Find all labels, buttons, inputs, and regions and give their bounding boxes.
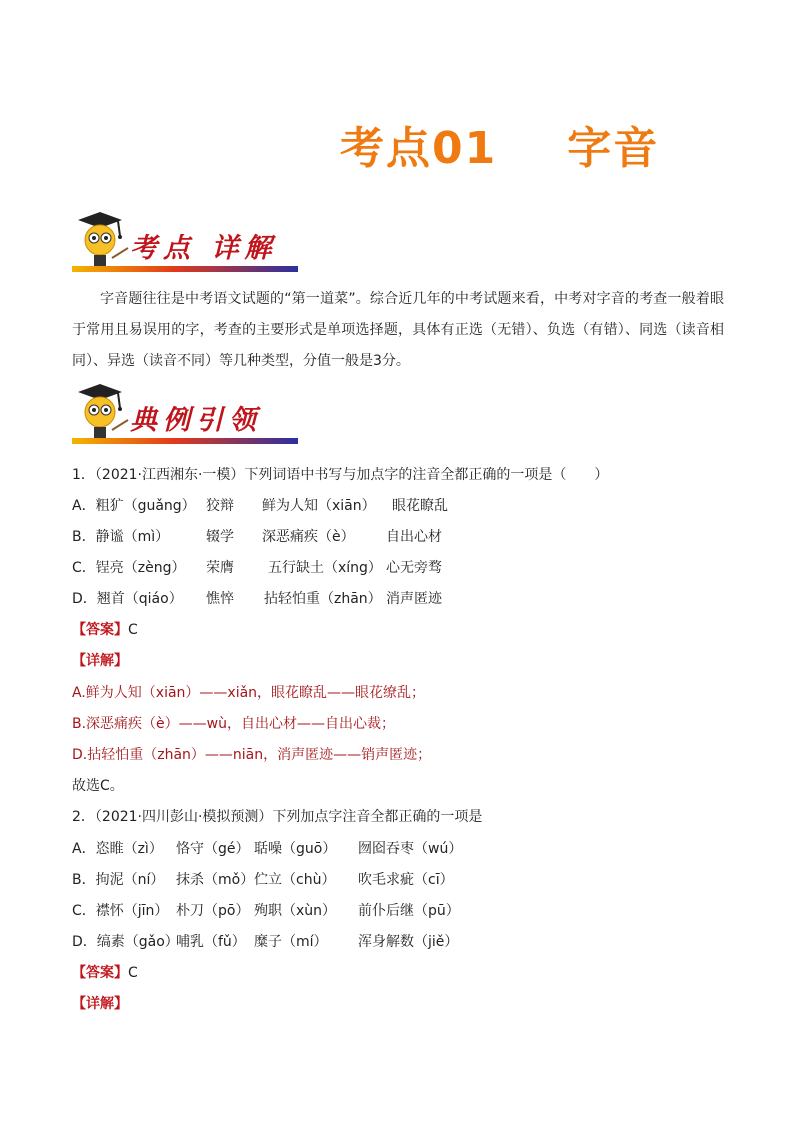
q2-stem: 2．（2021·四川彭山·模拟预测）下列加点字注音全都正确的一项是 bbox=[72, 809, 483, 825]
section-title-detail: 考点 详解 bbox=[130, 233, 278, 264]
q1-option-a: A．粗犷（guǎng） 狡辩 鲜为人知（xiān） 眼花瞭乱 bbox=[72, 498, 448, 514]
section-underline bbox=[72, 266, 298, 272]
section-underline bbox=[72, 438, 298, 444]
q1-detail-label: 【详解】 bbox=[72, 653, 128, 669]
q1-option-c: C．锃亮（zèng） 荣膺 五行缺土（xíng） 心无旁骛 bbox=[72, 560, 442, 576]
q2-option-d: D．缟素（gǎo）哺乳（fǔ） 糜子（mí） 浑身解数（jiě） bbox=[72, 934, 459, 950]
q1-detail-a: A.鲜为人知（xiān）——xiǎn，眼花瞭乱——眼花缭乱； bbox=[72, 685, 426, 701]
q1-answer: 【答案】C bbox=[72, 622, 138, 638]
q2-option-b: B．拘泥（ní） 抹杀（mǒ）伫立（chù） 吹毛求疵（cī） bbox=[72, 872, 454, 888]
page-title bbox=[340, 112, 659, 176]
q1-option-d: D．翘首（qiáo） 憔悴 拈轻怕重（zhān） 消声匿迹 bbox=[72, 591, 442, 607]
q1-option-b: B．静谧（mì） 辍学 深恶痛疾（è） 自出心材 bbox=[72, 529, 442, 545]
intro-paragraph: 字音题往往是中考语文试题的“第一道菜”。综合近几年的中考试题来看，中考对字音的考查一般着眼于常用且易误用的字，考查的主要形式是单项选择题，具体有正选（无错）、负选（有错）、同选（读音相同）、异选（读音不同）等几种类型，分值一般是3分。 bbox=[72, 291, 724, 369]
q1-detail-b: B.深恶痛疾（è）——wù，自出心材——自出心裁； bbox=[72, 716, 395, 732]
q2-option-c: C．襟怀（jīn） 朴刀（pō） 殉职（xùn） 前仆后继（pū） bbox=[72, 903, 460, 919]
title-part2: 字音 bbox=[567, 123, 660, 174]
section-banner-example bbox=[72, 382, 298, 444]
section-banner-detail bbox=[72, 210, 298, 272]
scholar-mascot-icon bbox=[72, 210, 132, 272]
scholar-mascot-icon bbox=[72, 382, 132, 444]
q2-detail-label: 【详解】 bbox=[72, 996, 128, 1012]
q1-stem: 1．（2021·江西湘东·一模）下列词语中书写与加点字的注音全都正确的一项是（ ） bbox=[72, 467, 609, 483]
title-part1: 考点01 bbox=[340, 123, 498, 174]
q1-detail-d: D.拈轻怕重（zhān）——niān，消声匿迹——销声匿迹； bbox=[72, 747, 432, 763]
q2-option-a: A．恣睢（zì） 恪守（gé） 聒噪（guō） 囫囵吞枣（wú） bbox=[72, 841, 463, 857]
q2-answer: 【答案】C bbox=[72, 965, 138, 981]
section-title-example: 典例引领 bbox=[130, 405, 262, 436]
q1-conclusion: 故选C。 bbox=[72, 778, 124, 794]
